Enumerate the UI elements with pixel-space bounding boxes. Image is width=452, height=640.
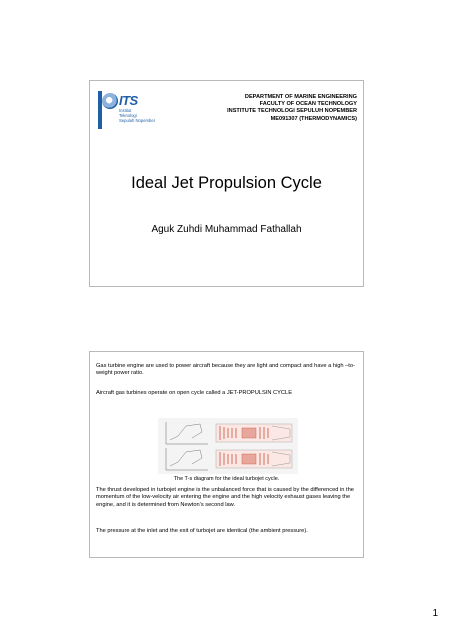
content-slide xyxy=(89,351,364,558)
its-seal-icon xyxy=(102,93,118,109)
department-line: FACULTY OF OCEAN TECHNOLOGY xyxy=(259,101,357,108)
logo-subtitle xyxy=(119,108,155,123)
author-name: Aguk Zuhdi Muhammad Fathallah xyxy=(151,224,302,235)
department-line: INSTITUTE TECHNOLOGI SEPULUH NOPEMBER xyxy=(227,108,357,115)
slide-title: Ideal Jet Propulsion Cycle xyxy=(131,174,322,192)
page-number: 1 xyxy=(432,608,438,619)
its-logo xyxy=(98,91,156,129)
title-slide xyxy=(89,80,364,287)
logo-subtitle-line: Teknologi xyxy=(119,113,137,118)
turbojet-ts-diagram xyxy=(158,418,298,474)
department-line: ME091307 (THERMODYNAMICS) xyxy=(270,115,357,122)
logo-subtitle-line: Sepuluh Nopember xyxy=(119,118,156,123)
paragraph-thrust: The thrust developed in turbojet engine is the unbalanced force that is caused by the differenced in the momentum of the low-velocity air entering the engine and the high velocity exhaust gases leaving the engine, and it is determined from Newton’s second law. xyxy=(96,487,354,508)
paragraph-open-cycle: Aircraft gas turbines operate on open cycle called a JET-PROPULSIN CYCLE xyxy=(96,390,292,396)
logo-bar xyxy=(98,91,102,129)
engine-schematic-bottom xyxy=(216,450,292,468)
department-line: DEPARTMENT OF MARINE ENGINEERING xyxy=(244,94,357,100)
department-header xyxy=(227,94,357,123)
paragraph-intro: Gas turbine engine are used to power aircraft because they are light and compact and have a high –to-weight power ratio. xyxy=(96,363,355,377)
paragraph-pressure: The pressure at the inlet and the exit of turbojet are identical (the ambient pressure). xyxy=(96,528,308,534)
diagram-caption: The T-s diagram for the ideal turbojet cycle. xyxy=(173,476,280,482)
logo-text: ITS xyxy=(119,93,138,108)
engine-schematic-top xyxy=(216,424,292,442)
logo-subtitle-line: Institut xyxy=(119,108,132,113)
